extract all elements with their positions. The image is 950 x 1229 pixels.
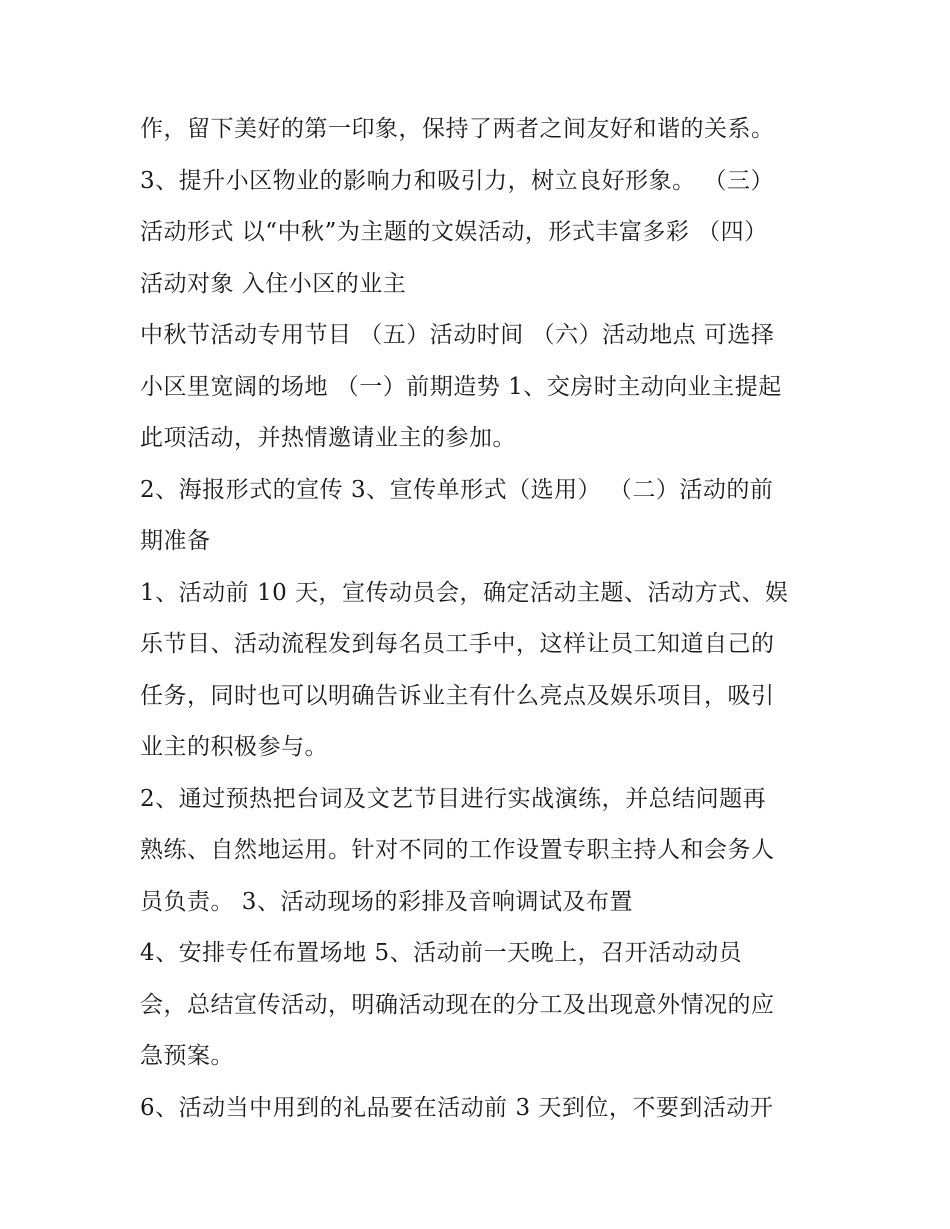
text-line: 6、活动当中用到的礼品要在活动前 3 天到位，不要到活动开: [140, 1094, 774, 1121]
text-line: 会，总结宣传活动，明确活动现在的分工及出现意外情况的应: [140, 991, 775, 1018]
text-line: 熟练、自然地运用。针对不同的工作设置专职主持人和会务人: [140, 837, 775, 863]
text-line: 作，留下美好的第一印象，保持了两者之间友好和谐的关系。: [140, 116, 775, 142]
text-line: 1、活动前 10 天，宣传动员会，确定活动主题、活动方式、娱: [140, 579, 789, 606]
text-line: 小区里宽阔的场地 （一）前期造势 1、交房时主动向业主提起: [140, 373, 782, 400]
text-line: 活动形式 以“中秋”为主题的文娱活动，形式丰富多彩 （四）: [140, 219, 768, 245]
text-line: 2、通过预热把台词及文艺节目进行实战演练，并总结问题再: [140, 785, 767, 812]
text-line: 期准备: [140, 528, 211, 554]
text-line: 乐节目、活动流程发到每名员工手中，这样让员工知道自己的: [140, 631, 775, 657]
text-line: 中秋节活动专用节目 （五）活动时间 （六）活动地点 可选择: [140, 322, 775, 348]
text-line: 4、安排专任布置场地 5、活动前一天晚上，召开活动动员: [140, 940, 743, 966]
text-line: 员负责。 3、活动现场的彩排及音响调试及布置: [140, 888, 633, 915]
text-line: 2、海报形式的宣传 3、宣传单形式（选用） （二）活动的前: [140, 476, 774, 503]
text-line: 急预案。: [140, 1043, 234, 1069]
text-line: 业主的积极参与。: [140, 734, 328, 760]
text-line: 任务，同时也可以明确告诉业主有什么亮点及娱乐项目，吸引: [140, 682, 775, 709]
text-line: 活动对象 入住小区的业主: [140, 270, 407, 297]
text-line: 3、提升小区物业的影响力和吸引力，树立良好形象。 （三）: [140, 167, 774, 194]
document-body: [140, 104, 820, 1134]
text-line: 此项活动，并热情邀请业主的参加。: [140, 425, 516, 451]
